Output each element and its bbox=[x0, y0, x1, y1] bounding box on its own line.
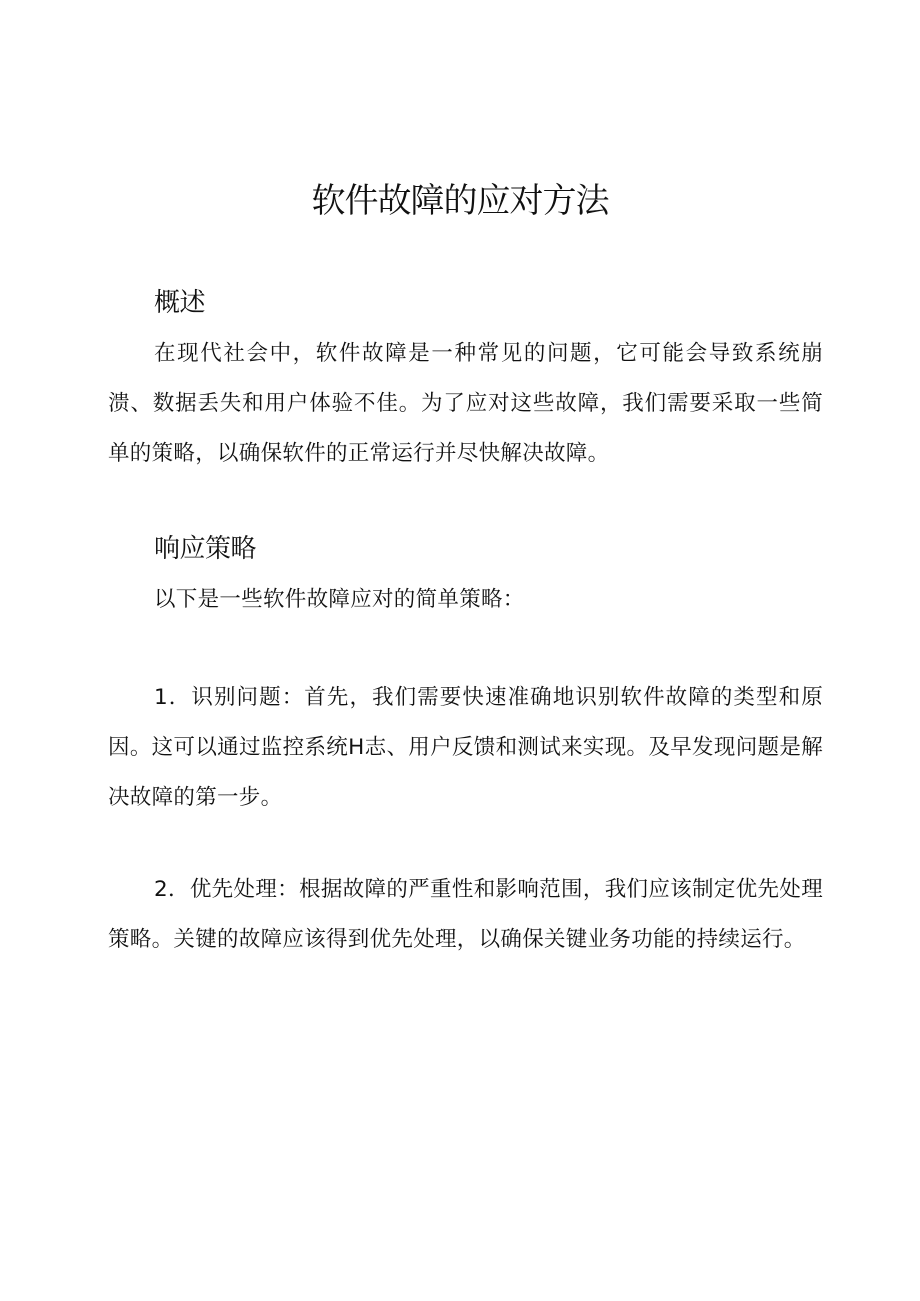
strategy-item-2-paragraph: 2．优先处理：根据故障的严重性和影响范围，我们应该制定优先处理策略。关键的故障应该得到优先处理，以确保关键业务功能的持续运行。 bbox=[108, 877, 823, 952]
strategy-item-1-paragraph: 1．识别问题：首先，我们需要快速准确地识别软件故障的类型和原因。这可以通过监控系统H志、用户反馈和测试来实现。及早发现问题是解决故障的第一步。 bbox=[108, 685, 823, 810]
section-heading-response-strategy: 响应策略 bbox=[154, 534, 257, 564]
overview-paragraph: 在现代社会中，软件故障是一种常见的问题，它可能会导致系统崩溃、数据丢失和用户体验不佳。为了应对这些故障，我们需要采取一些简单的策略，以确保软件的正常运行并尽快解决故障。 bbox=[108, 341, 823, 466]
strategy-intro-paragraph: 以下是一些软件故障应对的简单策略： bbox=[154, 587, 525, 612]
document-title: 软件故障的应对方法 bbox=[311, 181, 609, 221]
section-heading-overview: 概述 bbox=[154, 288, 206, 318]
